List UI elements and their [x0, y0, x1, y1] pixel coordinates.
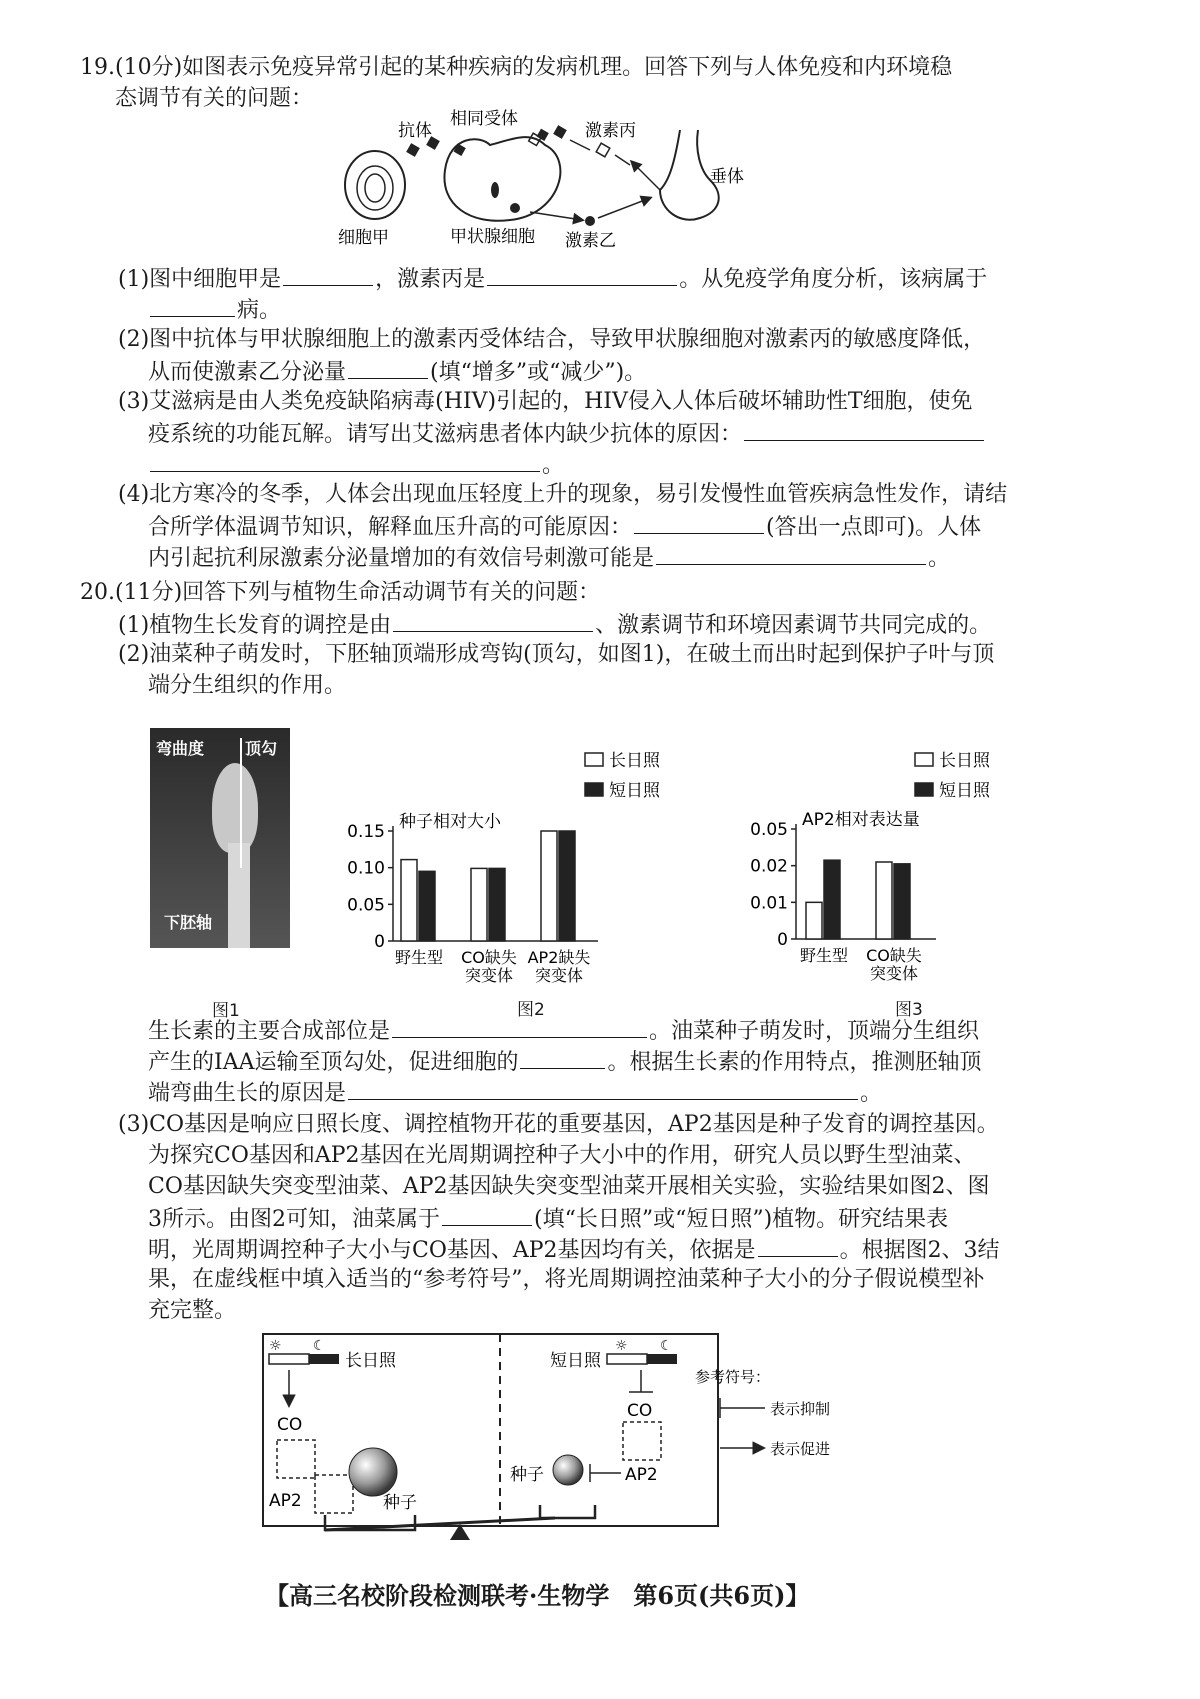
label-thyroid-cell: 甲状腺细胞 — [450, 227, 535, 247]
model-ap2-right: AP2 — [625, 1465, 658, 1485]
x-tick-label: AP2缺失 — [527, 948, 591, 967]
model-inhibit: 表示抑制 — [770, 1400, 831, 1418]
antibody-mark-1 — [406, 143, 420, 157]
figure-2-caption: 图2 — [517, 1000, 545, 1020]
q19-p3-line2: 疫系统的功能瓦解。请写出艾滋病患者体内缺少抗体的原因： — [148, 418, 986, 450]
legend-swatch-长日照 — [915, 753, 933, 766]
q20-p3-line1: (3)CO基因是响应日照长度、调控植物开花的重要基因，AP2基因是种子发育的调控基因。 — [118, 1112, 999, 1137]
bar-CO缺失突变体-短日照 — [489, 868, 505, 941]
legend-label-长日照: 长日照 — [609, 751, 660, 771]
y-tick-label: 0 — [374, 932, 385, 952]
page-footer: 【高三名校阶段检测联考·生物学 第6页(共6页)】 — [265, 1581, 810, 1610]
sun-icon-right: ☼ — [615, 1338, 628, 1354]
y-tick-label: 0.02 — [750, 856, 788, 877]
figure-2-chart — [345, 718, 705, 985]
label-antibody: 抗体 — [398, 121, 432, 141]
label-hormone-c: 激素丙 — [585, 121, 636, 141]
bar-CO缺失突变体-短日照 — [894, 864, 910, 939]
q20-p2-line4: 产生的IAA运输至顶勾处，促进细胞的 。根据生长素的作用特点，推测胚轴顶 — [148, 1046, 981, 1078]
label-same-receptor: 相同受体 — [450, 109, 518, 129]
y-tick-label: 0.05 — [750, 820, 788, 840]
bar-AP2缺失突变体-长日照 — [541, 831, 557, 941]
y-tick-label: 0.15 — [347, 822, 385, 842]
q20-p2-line3: 生长素的主要合成部位是 。油菜种子萌发时，顶端分生组织 — [148, 1015, 979, 1047]
moon-icon-left: ☾ — [313, 1338, 326, 1354]
bar-野生型-短日照 — [419, 871, 435, 941]
x-tick-label: 野生型 — [394, 948, 444, 967]
legend-swatch-短日照 — [585, 783, 603, 796]
q20-p3-line7: 充完整。 — [148, 1298, 237, 1323]
q20-p2-line2: 端分生组织的作用。 — [148, 673, 347, 698]
blank-box-right-1 — [623, 1422, 661, 1460]
cell-a-shape — [345, 151, 405, 219]
x-tick-label: 突变体 — [534, 966, 584, 985]
hormone-b-mark — [585, 216, 595, 226]
x-tick-label: CO缺失 — [461, 948, 517, 967]
label-hormone-b: 激素乙 — [565, 231, 616, 251]
model-seed-right: 种子 — [510, 1465, 544, 1485]
q19-p1-end: 病。 — [148, 294, 281, 326]
bar-野生型-长日照 — [806, 902, 822, 939]
q20-p3-line6: 果，在虚线框中填入适当的“参考符号”，将光周期调控油菜种子大小的分子假说模型补 — [148, 1267, 985, 1292]
hypothesis-model — [255, 1330, 1115, 1545]
q20-p2-line1: (2)油菜种子萌发时，下胚轴顶端形成弯钩(顶勾，如图1)，在破土而出时起到保护子叶与顶 — [118, 642, 995, 667]
label-cell-a: 细胞甲 — [338, 228, 389, 248]
q19-head-line2: 态调节有关的问题： — [115, 86, 314, 111]
model-co-right: CO — [627, 1401, 653, 1421]
x-tick-label: CO缺失 — [866, 946, 922, 965]
label-hook: 顶勾 — [245, 739, 278, 758]
x-tick-label: 突变体 — [464, 966, 514, 985]
cotyledon-shape — [212, 763, 258, 853]
immune-diagram — [330, 100, 770, 250]
hypocotyl-shape — [228, 843, 250, 948]
model-short-day: 短日照 — [550, 1351, 601, 1371]
q20-p2-line5: 端弯曲生长的原因是 。 — [148, 1077, 882, 1109]
q20-p3-line3: CO基因缺失突变型油菜、AP2基因缺失突变型油菜开展相关实验，实验结果如图2、图 — [148, 1174, 990, 1199]
q20-p3-line2: 为探究CO基因和AP2基因在光周期调控种子大小中的作用，研究人员以野生型油菜、 — [148, 1143, 976, 1168]
model-ap2-left: AP2 — [269, 1491, 302, 1511]
label-pituitary: 垂体 — [710, 167, 744, 187]
q19-p3-line1: (3)艾滋病是由人类免疫缺陷病毒(HIV)引起的，HIV侵入人体后破坏辅助性T细胞，使免 — [118, 389, 973, 414]
label-hypocotyl: 下胚轴 — [164, 913, 213, 932]
legend-label-长日照: 长日照 — [939, 751, 990, 771]
figure-3-chart — [750, 718, 1090, 983]
chart-title: AP2相对表达量 — [802, 810, 920, 830]
q20-p3-line5: 明，光周期调控种子大小与CO基因、AP2基因均有关，依据是 。根据图2、3结 — [148, 1234, 1000, 1266]
blank-box-left-2 — [315, 1475, 353, 1513]
q19-p2-line1: (2)图中抗体与甲状腺细胞上的激素丙受体结合，导致甲状腺细胞对激素丙的敏感度降低， — [118, 327, 986, 352]
model-ref-title: 参考符号： — [695, 1368, 771, 1386]
model-promote: 表示促进 — [770, 1440, 831, 1458]
q19-p1: (1)图中细胞甲是 ，激素丙是 。从免疫学角度分析，该病属于 — [118, 263, 987, 295]
model-co-left: CO — [277, 1415, 303, 1435]
figure-3-caption: 图3 — [895, 1000, 923, 1020]
seed-large — [349, 1448, 397, 1496]
q20-p1: (1)植物生长发育的调控是由 、激素调节和环境因素调节共同完成的。 — [118, 609, 991, 641]
y-tick-label: 0 — [777, 930, 788, 950]
chart-title: 种子相对大小 — [399, 812, 501, 832]
q19-p3-line3: 。 — [148, 449, 564, 481]
q20-p3-line4: 3所示。由图2可知，油菜属于 (填“长日照”或“短日照”)植物。研究结果表 — [148, 1203, 948, 1235]
legend-label-短日照: 短日照 — [939, 781, 990, 801]
seed-small — [553, 1455, 583, 1485]
moon-icon-right: ☾ — [660, 1338, 673, 1354]
bar-CO缺失突变体-长日照 — [471, 868, 487, 941]
y-tick-label: 0.05 — [347, 895, 385, 916]
figure-1-caption: 图1 — [212, 1001, 240, 1021]
q20-head: 20.(11分)回答下列与植物生命活动调节有关的问题： — [80, 580, 601, 605]
sun-icon-left: ☼ — [269, 1338, 282, 1354]
figure-1-photo — [150, 728, 290, 948]
bar-AP2缺失突变体-短日照 — [559, 831, 575, 941]
q19-p4-line3: 内引起抗利尿激素分泌量增加的有效信号刺激可能是 。 — [148, 542, 950, 574]
q19-p4-line1: (4)北方寒冷的冬季，人体会出现血压轻度上升的现象，易引发慢性血管疾病急性发作，请结 — [118, 482, 1008, 507]
model-seed-left: 种子 — [383, 1493, 417, 1513]
q19-p2-line2: 从而使激素乙分泌量 (填“增多”或“减少”)。 — [148, 356, 646, 388]
label-bend: 弯曲度 — [156, 739, 205, 758]
y-tick-label: 0.10 — [347, 858, 385, 879]
q19-p4-line2: 合所学体温调节知识，解释血压升高的可能原因： (答出一点即可)。人体 — [148, 511, 981, 543]
legend-swatch-短日照 — [915, 783, 933, 796]
y-tick-label: 0.01 — [750, 893, 788, 914]
bar-CO缺失突变体-长日照 — [876, 862, 892, 939]
hormone-c-mark — [553, 125, 567, 139]
legend-swatch-长日照 — [585, 753, 603, 766]
model-long-day: 长日照 — [345, 1351, 396, 1371]
q19-head-line1: 19.(10分)如图表示免疫异常引起的某种疾病的发病机理。回答下列与人体免疫和内环境稳 — [80, 55, 953, 80]
blank-box-left-1 — [277, 1440, 315, 1478]
legend-label-短日照: 短日照 — [609, 781, 660, 801]
bar-野生型-长日照 — [401, 860, 417, 941]
bar-野生型-短日照 — [824, 860, 840, 939]
x-tick-label: 突变体 — [869, 964, 919, 983]
x-tick-label: 野生型 — [799, 946, 849, 965]
